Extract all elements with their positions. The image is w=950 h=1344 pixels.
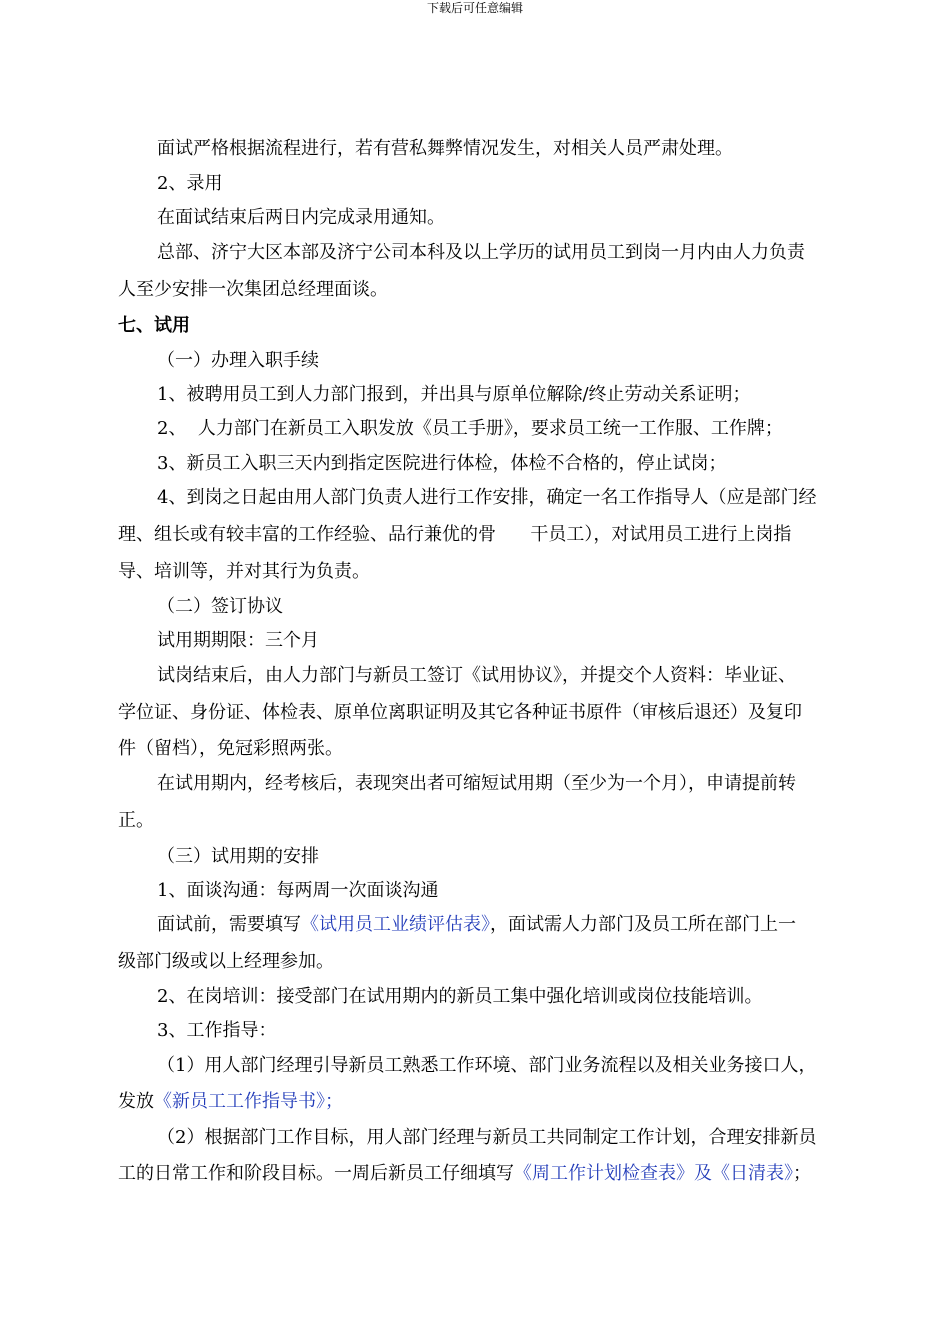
form-link-performance-evaluation[interactable]: 《试用员工业绩评估表》 <box>301 914 490 935</box>
paragraph <box>157 913 796 937</box>
list-item: 2、 人力部门在新员工入职发放《员工手册》，要求员工统一工作服、工作牌； <box>157 418 783 439</box>
list-item: 3、新员工入职三天内到指定医院进行体检，体检不合格的，停止试岗； <box>157 453 727 474</box>
paragraph: 学位证、身份证、体检表、原单位离职证明及其它各种证书原件（审核后退还）及复印 <box>118 702 802 723</box>
chapter-heading: 七、试用 <box>118 315 190 336</box>
list-item <box>118 1090 343 1114</box>
form-link-daily-list[interactable]: 《日清表》 <box>712 1163 793 1184</box>
paragraph: 在面试结束后两日内完成录用通知。 <box>157 207 445 228</box>
paragraph: 正。 <box>118 810 154 831</box>
text: ； <box>793 1163 811 1184</box>
paragraph: 试用期期限：三个月 <box>157 630 319 651</box>
list-item: 1、面谈沟通：每两周一次面谈沟通 <box>157 880 439 901</box>
paragraph: 件（留档），免冠彩照两张。 <box>118 738 343 759</box>
list-item: 导、培训等，并对其行为负责。 <box>118 561 370 582</box>
text: 面试前，需要填写 <box>157 914 301 935</box>
paragraph: 面试严格根据流程进行，若有营私舞弊情况发生，对相关人员严肃处理。 <box>157 138 733 159</box>
list-item: （2）根据部门工作目标，用人部门经理与新员工共同制定工作计划，合理安排新员 <box>157 1127 817 1148</box>
subsection-heading: （二）签订协议 <box>157 596 283 617</box>
text: 及 <box>694 1163 712 1184</box>
text: 发放 <box>118 1091 154 1112</box>
list-item: 2、在岗培训：接受部门在试用期内的新员工集中强化培训或岗位技能培训。 <box>157 986 763 1007</box>
list-item: 理、组长或有较丰富的工作经验、品行兼优的骨 干员工），对试用员工进行上岗指 <box>118 524 792 545</box>
paragraph: 试岗结束后，由人力部门与新员工签订《试用协议》，并提交个人资料：毕业证、 <box>157 665 796 686</box>
list-item: 1、被聘用员工到人力部门报到，并出具与原单位解除/终止劳动关系证明； <box>157 384 751 405</box>
paragraph: 级部门级或以上经理参加。 <box>118 951 334 972</box>
list-item: 3、工作指导： <box>157 1020 277 1041</box>
paragraph: 人至少安排一次集团总经理面谈。 <box>118 279 388 300</box>
text: 工的日常工作和阶段目标。一周后新员工仔细填写 <box>118 1163 514 1184</box>
form-link-weekly-plan[interactable]: 《周工作计划检查表》 <box>514 1163 694 1184</box>
paragraph: 总部、济宁大区本部及济宁公司本科及以上学历的试用员工到岗一月内由人力负责 <box>157 242 805 263</box>
page-header: 下载后可任意编辑 <box>426 1 523 15</box>
text: ，面试需人力部门及员工所在部门上一 <box>490 914 796 935</box>
subsection-heading: （一）办理入职手续 <box>157 350 319 371</box>
list-item: （1）用人部门经理引导新员工熟悉工作环境、部门业务流程以及相关业务接口人， <box>157 1055 817 1076</box>
subsection-heading: （三）试用期的安排 <box>157 846 319 867</box>
section-heading: 2、录用 <box>157 173 223 194</box>
paragraph: 在试用期内，经考核后，表现突出者可缩短试用期（至少为一个月），申请提前转 <box>157 773 796 794</box>
list-item: 4、到岗之日起由用人部门负责人进行工作安排，确定一名工作指导人（应是部门经 <box>157 487 817 508</box>
form-link-work-guide[interactable]: 《新员工工作指导书》； <box>154 1091 343 1112</box>
list-item <box>118 1162 811 1186</box>
